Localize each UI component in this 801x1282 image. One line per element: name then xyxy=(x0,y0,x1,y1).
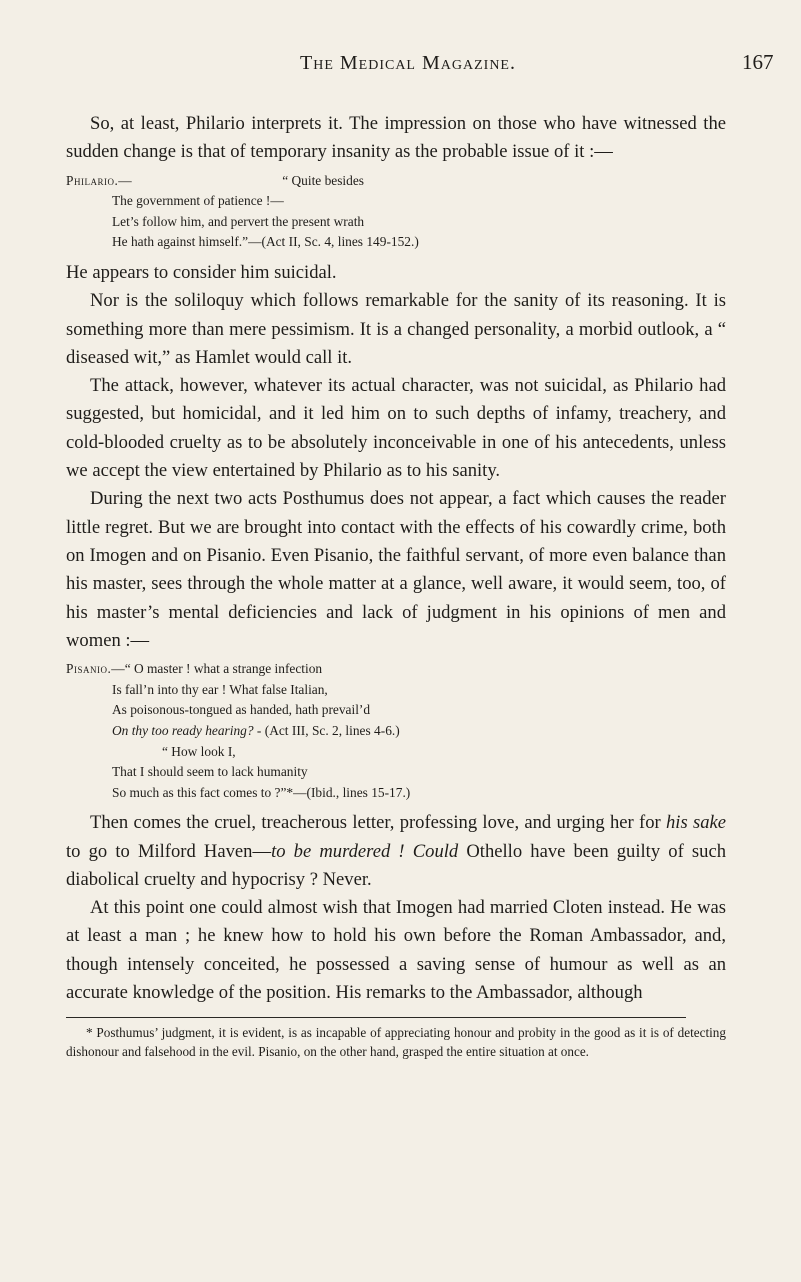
quote-italic: On thy too ready hearing? xyxy=(112,722,254,738)
paragraph-1: So, at least, Philario interprets it. The impression on those who have witnessed the sudden change is that of temporary insanity as the probable issue of it :— xyxy=(66,113,726,163)
quote-citation: - (Act III, Sc. 2, lines 4-6.) xyxy=(253,722,400,738)
text-run: Othello have been guilty of such diabolical cruelty and hypocrisy ? Never. xyxy=(66,840,726,890)
paragraph-5: During the next two acts Posthumus does not appear, a fact which causes the reader little regret. But we are brought into contact with the effects of his cowardly crime, both on Imogen and on Pisanio. Even Pisanio, the faithful servant, of more even balance than his master, sees through the whole matter at a glance, well aware, it would seem, too, of his master’s mental deficiencies and lack of judgment in his opinions of men and women :— xyxy=(66,488,726,651)
quote-text: —“ O master ! what a strange infection xyxy=(111,661,323,677)
running-title: The Medical Magazine. xyxy=(300,52,516,74)
paragraph-7: At this point one could almost wish that Imogen had married Cloten instead. He was at least a man ; he knew how to hold his own before the Roman Ambassador, and, though intensely conceited, he possessed a saving sense of humour as well as an accurate knowledge of the position. His remarks to the Ambassador, although xyxy=(66,897,726,1004)
quote-philario xyxy=(66,171,726,253)
quote-line: He hath against himself.”—(Act II, Sc. 4, lines 149-152.) xyxy=(112,234,419,250)
quote-line: As poisonous-tongued as handed, hath prevail’d xyxy=(112,702,371,718)
text-italic: to be murdered ! Could xyxy=(271,840,459,862)
quote-speaker: Philario.— xyxy=(66,172,133,188)
quote-pisanio xyxy=(66,659,726,803)
page-number: 167 xyxy=(742,50,774,74)
quote-line: Is fall’n into thy ear ! What false Italian, xyxy=(112,681,328,697)
quote-line xyxy=(66,659,726,680)
paragraph-3: Nor is the soliloquy which follows remarkable for the sanity of its reasoning. It is something more than mere pessimism. It is a changed personality, a morbid outlook, a “ diseased wit,” as Hamlet would call it. xyxy=(66,290,726,368)
quote-line: “ How look I, xyxy=(162,743,236,759)
paragraph-2: He appears to consider him suicidal. xyxy=(66,261,337,283)
paragraph-4: The attack, however, whatever its actual character, was not suicidal, as Philario had suggested, but homicidal, and it led him on to such depths of infamy, treachery, and cold-blooded cruelty as to be absolutely inconceivable in one of his antecedents, unless we accept the view entertained by Philario as to his sanity. xyxy=(66,375,726,482)
quote-text: “ Quite besides xyxy=(282,172,364,188)
text-run: Then comes the cruel, treacherous letter, professing love, and urging her for xyxy=(90,812,666,834)
quote-speaker: Pisanio. xyxy=(66,661,112,677)
quote-line xyxy=(66,721,726,742)
quote-line xyxy=(66,171,726,192)
paragraph-6 xyxy=(66,809,726,894)
quote-line: The government of patience !— xyxy=(112,193,284,209)
page-body xyxy=(66,110,726,1061)
footnote: * Posthumus’ judgment, it is evident, is as incapable of appreciating honour and probity in the good as it is of detecting dishonour and falsehood in the evil. Pisanio, on the other hand, grasped the entire situation at once. xyxy=(66,1025,726,1059)
text-run: to go to Milford Haven— xyxy=(66,840,272,862)
quote-line: Let’s follow him, and pervert the present wrath xyxy=(112,213,365,229)
quote-line: That I should seem to lack humanity xyxy=(112,764,308,780)
quote-line: So much as this fact comes to ?”*—(Ibid., lines 15-17.) xyxy=(112,784,411,800)
text-italic: his sake xyxy=(665,812,727,834)
footnote-rule xyxy=(66,1017,686,1018)
